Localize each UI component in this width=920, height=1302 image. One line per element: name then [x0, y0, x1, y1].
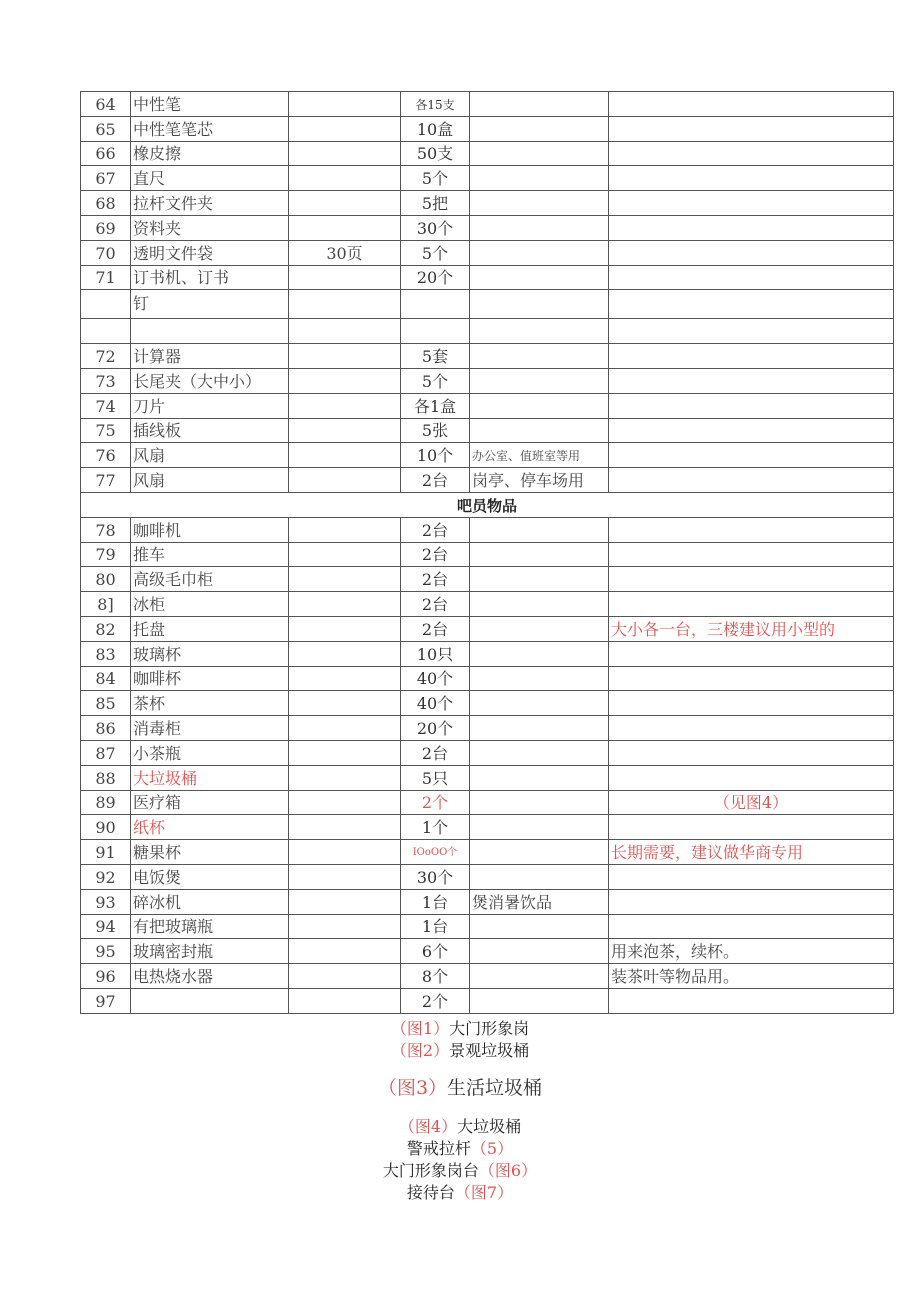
item-name: 有把玻璃瓶 — [131, 914, 289, 939]
item-note — [470, 765, 609, 790]
item-note — [470, 215, 609, 240]
item-quantity: 10只 — [401, 641, 470, 666]
item-note — [470, 641, 609, 666]
item-note — [470, 740, 609, 765]
item-name: 咖啡杯 — [131, 666, 289, 691]
item-remark — [609, 468, 894, 493]
section-title: 吧员物品 — [81, 492, 894, 517]
item-quantity: 5个 — [401, 166, 470, 191]
item-note — [470, 790, 609, 815]
item-number: 79 — [81, 542, 131, 567]
item-spec — [289, 939, 401, 964]
item-spec — [289, 567, 401, 592]
item-name: 小茶瓶 — [131, 740, 289, 765]
item-remark — [609, 418, 894, 443]
table-row — [81, 939, 894, 964]
item-remark — [609, 765, 894, 790]
table-row — [81, 616, 894, 641]
item-note — [470, 517, 609, 542]
table-row — [81, 368, 894, 393]
item-remark — [609, 716, 894, 741]
caption-prefix: （图2） — [390, 1041, 450, 1060]
figure-caption — [0, 1138, 920, 1160]
item-remark — [609, 141, 894, 166]
item-remark — [609, 319, 894, 344]
item-name: 订书机、订书 — [131, 265, 289, 290]
item-number: 73 — [81, 368, 131, 393]
caption-suffix: （5） — [470, 1139, 514, 1158]
item-name: 资料夹 — [131, 215, 289, 240]
item-remark — [609, 592, 894, 617]
item-name: 钉 — [131, 290, 289, 319]
item-number: 66 — [81, 141, 131, 166]
table-row — [81, 166, 894, 191]
caption-prefix: （图4） — [398, 1117, 458, 1136]
item-quantity — [401, 290, 470, 319]
item-number: 89 — [81, 790, 131, 815]
table-row — [81, 517, 894, 542]
table-row — [81, 141, 894, 166]
item-quantity: 2个 — [401, 790, 470, 815]
item-note — [470, 141, 609, 166]
item-name: 中性笔 — [131, 92, 289, 117]
caption-text: 警戒拉杆 — [406, 1139, 471, 1158]
item-quantity: 1个 — [401, 815, 470, 840]
item-number: 78 — [81, 517, 131, 542]
item-name: 橡皮擦 — [131, 141, 289, 166]
item-quantity: 5只 — [401, 765, 470, 790]
item-quantity: 2台 — [401, 517, 470, 542]
item-quantity — [401, 319, 470, 344]
item-name: 大垃圾桶 — [131, 765, 289, 790]
table-row — [81, 344, 894, 369]
item-note — [470, 344, 609, 369]
figure-caption — [0, 1160, 920, 1182]
figure-caption — [0, 1182, 920, 1204]
caption-text: 大门形象岗台 — [382, 1161, 479, 1180]
item-remark — [609, 191, 894, 216]
item-quantity: 20个 — [401, 265, 470, 290]
item-number: 77 — [81, 468, 131, 493]
item-note — [470, 191, 609, 216]
figure-caption — [0, 1018, 920, 1040]
item-number: 71 — [81, 265, 131, 290]
item-spec — [289, 141, 401, 166]
item-number: 92 — [81, 864, 131, 889]
caption-text: 接待台 — [406, 1183, 455, 1202]
item-note: 办公室、值班室等用 — [470, 443, 609, 468]
item-remark — [609, 641, 894, 666]
item-name: 纸杯 — [131, 815, 289, 840]
item-remark — [609, 517, 894, 542]
figure-caption — [0, 1116, 920, 1138]
item-spec — [289, 319, 401, 344]
item-note — [470, 964, 609, 989]
item-quantity: 2台 — [401, 616, 470, 641]
item-number: 82 — [81, 616, 131, 641]
table-row — [81, 815, 894, 840]
item-note: 岗亭、停车场用 — [470, 468, 609, 493]
item-note — [470, 815, 609, 840]
item-spec — [289, 592, 401, 617]
table-row — [81, 964, 894, 989]
table-row — [81, 443, 894, 468]
item-remark — [609, 889, 894, 914]
item-name: 玻璃杯 — [131, 641, 289, 666]
item-number: 94 — [81, 914, 131, 939]
item-note — [470, 393, 609, 418]
caption-text: 大门形象岗 — [449, 1019, 530, 1038]
item-note — [470, 116, 609, 141]
item-spec — [289, 988, 401, 1013]
item-spec — [289, 368, 401, 393]
item-number: 83 — [81, 641, 131, 666]
item-quantity: 1台 — [401, 914, 470, 939]
item-spec — [289, 964, 401, 989]
table-row — [81, 716, 894, 741]
caption-text: 景观垃圾桶 — [449, 1041, 530, 1060]
section-header-row — [81, 492, 894, 517]
table-row — [81, 567, 894, 592]
item-number: 97 — [81, 988, 131, 1013]
item-note — [470, 616, 609, 641]
item-number: 65 — [81, 116, 131, 141]
caption-prefix: （图1） — [390, 1019, 450, 1038]
item-quantity: 5张 — [401, 418, 470, 443]
item-number: 69 — [81, 215, 131, 240]
table-row — [81, 765, 894, 790]
item-quantity: 30个 — [401, 215, 470, 240]
caption-text: 大垃圾桶 — [457, 1117, 522, 1136]
item-number — [81, 319, 131, 344]
item-note — [470, 265, 609, 290]
caption-suffix: （图7） — [454, 1183, 514, 1202]
item-note — [470, 567, 609, 592]
item-note — [470, 592, 609, 617]
item-note — [470, 716, 609, 741]
table-row — [81, 666, 894, 691]
item-quantity: 2台 — [401, 468, 470, 493]
item-spec — [289, 191, 401, 216]
item-number: 91 — [81, 840, 131, 865]
item-number: 74 — [81, 393, 131, 418]
item-number: 93 — [81, 889, 131, 914]
item-name: 长尾夹（大中小） — [131, 368, 289, 393]
item-remark — [609, 740, 894, 765]
table-row — [81, 641, 894, 666]
item-spec — [289, 740, 401, 765]
item-quantity: 2台 — [401, 592, 470, 617]
item-name — [131, 319, 289, 344]
caption-text: 生活垃圾桶 — [447, 1077, 543, 1099]
item-number: 76 — [81, 443, 131, 468]
item-remark — [609, 92, 894, 117]
item-name: 直尺 — [131, 166, 289, 191]
item-remark — [609, 344, 894, 369]
item-name: 托盘 — [131, 616, 289, 641]
item-number: 90 — [81, 815, 131, 840]
item-note — [470, 542, 609, 567]
item-name: 风扇 — [131, 468, 289, 493]
table-row — [81, 468, 894, 493]
table-row — [81, 592, 894, 617]
item-name: 刀片 — [131, 393, 289, 418]
item-name: 拉杆文件夹 — [131, 191, 289, 216]
item-spec — [289, 765, 401, 790]
item-number: 75 — [81, 418, 131, 443]
item-spec — [289, 840, 401, 865]
caption-suffix: （图6） — [478, 1161, 538, 1180]
table-row — [81, 691, 894, 716]
item-quantity: 2个 — [401, 988, 470, 1013]
table-row — [81, 116, 894, 141]
item-name: 电饭煲 — [131, 864, 289, 889]
table-row — [81, 740, 894, 765]
table-row — [81, 988, 894, 1013]
figure-captions — [0, 1018, 920, 1204]
table-row — [81, 864, 894, 889]
item-name: 茶杯 — [131, 691, 289, 716]
item-number: 80 — [81, 567, 131, 592]
item-spec — [289, 92, 401, 117]
item-quantity: 各15支 — [401, 92, 470, 117]
item-spec — [289, 616, 401, 641]
item-quantity: 40个 — [401, 666, 470, 691]
item-spec — [289, 914, 401, 939]
item-number: 95 — [81, 939, 131, 964]
item-quantity: 1台 — [401, 889, 470, 914]
item-spec: 30页 — [289, 240, 401, 265]
item-name: 玻璃密封瓶 — [131, 939, 289, 964]
item-number: 70 — [81, 240, 131, 265]
item-remark — [609, 988, 894, 1013]
figure-caption — [0, 1040, 920, 1062]
table-row — [81, 265, 894, 290]
item-remark — [609, 290, 894, 319]
item-name: 咖啡机 — [131, 517, 289, 542]
item-remark: 大小各一台，三楼建议用小型的 — [609, 616, 894, 641]
item-quantity: 5套 — [401, 344, 470, 369]
item-remark — [609, 567, 894, 592]
item-spec — [289, 116, 401, 141]
item-spec — [289, 166, 401, 191]
item-spec — [289, 344, 401, 369]
item-remark — [609, 116, 894, 141]
item-spec — [289, 864, 401, 889]
item-quantity: 50支 — [401, 141, 470, 166]
item-name: 冰柜 — [131, 592, 289, 617]
table-row — [81, 542, 894, 567]
item-name: 插线板 — [131, 418, 289, 443]
item-note — [470, 840, 609, 865]
caption-prefix: （图3） — [377, 1077, 448, 1099]
item-remark — [609, 166, 894, 191]
table-row — [81, 319, 894, 344]
item-note — [470, 166, 609, 191]
item-remark: 装茶叶等物品用。 — [609, 964, 894, 989]
item-quantity: 2台 — [401, 740, 470, 765]
item-spec — [289, 716, 401, 741]
inventory-table — [80, 91, 894, 1014]
item-spec — [289, 666, 401, 691]
item-quantity: 5个 — [401, 368, 470, 393]
item-note — [470, 666, 609, 691]
item-number: 88 — [81, 765, 131, 790]
item-name — [131, 988, 289, 1013]
item-quantity: IOoOO个 — [401, 840, 470, 865]
item-quantity: 40个 — [401, 691, 470, 716]
item-remark — [609, 215, 894, 240]
item-spec — [289, 468, 401, 493]
item-quantity: 6个 — [401, 939, 470, 964]
item-remark — [609, 443, 894, 468]
item-note — [470, 368, 609, 393]
figure-caption — [0, 1076, 920, 1100]
item-quantity: 2台 — [401, 542, 470, 567]
item-note — [470, 240, 609, 265]
item-remark — [609, 914, 894, 939]
item-remark — [609, 691, 894, 716]
item-name: 风扇 — [131, 443, 289, 468]
item-number: 84 — [81, 666, 131, 691]
item-note: 煲消暑饮品 — [470, 889, 609, 914]
table-row — [81, 92, 894, 117]
item-number: 72 — [81, 344, 131, 369]
item-remark — [609, 666, 894, 691]
item-remark — [609, 542, 894, 567]
item-remark — [609, 240, 894, 265]
item-quantity: 5把 — [401, 191, 470, 216]
table-row — [81, 889, 894, 914]
item-name: 高级毛巾柜 — [131, 567, 289, 592]
item-remark — [609, 864, 894, 889]
item-spec — [289, 641, 401, 666]
item-spec — [289, 393, 401, 418]
item-quantity: 各1盒 — [401, 393, 470, 418]
item-quantity: 30个 — [401, 864, 470, 889]
item-quantity: 8个 — [401, 964, 470, 989]
item-name: 医疗箱 — [131, 790, 289, 815]
item-spec — [289, 265, 401, 290]
item-note — [470, 914, 609, 939]
item-note — [470, 939, 609, 964]
table-row — [81, 240, 894, 265]
item-number: 85 — [81, 691, 131, 716]
item-number: 64 — [81, 92, 131, 117]
item-note — [470, 988, 609, 1013]
item-quantity: 2台 — [401, 567, 470, 592]
item-spec — [289, 517, 401, 542]
item-spec — [289, 889, 401, 914]
item-number: 8] — [81, 592, 131, 617]
item-name: 电热烧水器 — [131, 964, 289, 989]
table-row — [81, 191, 894, 216]
item-name: 糖果杯 — [131, 840, 289, 865]
item-name: 透明文件袋 — [131, 240, 289, 265]
item-note — [470, 864, 609, 889]
item-remark: 长期需要，建议做华商专用 — [609, 840, 894, 865]
item-spec — [289, 418, 401, 443]
item-number: 86 — [81, 716, 131, 741]
table-row — [81, 215, 894, 240]
item-number: 96 — [81, 964, 131, 989]
item-spec — [289, 815, 401, 840]
table-row — [81, 790, 894, 815]
item-number — [81, 290, 131, 319]
item-note — [470, 290, 609, 319]
item-note — [470, 418, 609, 443]
item-remark — [609, 393, 894, 418]
item-remark — [609, 265, 894, 290]
item-note — [470, 92, 609, 117]
item-name: 推车 — [131, 542, 289, 567]
item-spec — [289, 790, 401, 815]
item-remark — [609, 815, 894, 840]
table-row — [81, 393, 894, 418]
item-spec — [289, 542, 401, 567]
item-quantity: 5个 — [401, 240, 470, 265]
table-row — [81, 418, 894, 443]
item-name: 消毒柜 — [131, 716, 289, 741]
item-remark: 用来泡茶，续杯。 — [609, 939, 894, 964]
table-row — [81, 914, 894, 939]
inventory-table-body — [81, 92, 894, 1014]
item-note — [470, 691, 609, 716]
item-quantity: 20个 — [401, 716, 470, 741]
item-note — [470, 319, 609, 344]
table-row — [81, 290, 894, 319]
item-name: 碎冰机 — [131, 889, 289, 914]
table-row — [81, 840, 894, 865]
item-name: 计算器 — [131, 344, 289, 369]
item-spec — [289, 691, 401, 716]
item-remark: （见图4） — [609, 790, 894, 815]
item-spec — [289, 215, 401, 240]
item-spec — [289, 443, 401, 468]
item-name: 中性笔笔芯 — [131, 116, 289, 141]
item-remark — [609, 368, 894, 393]
item-spec — [289, 290, 401, 319]
item-number: 68 — [81, 191, 131, 216]
item-number: 87 — [81, 740, 131, 765]
item-quantity: 10盒 — [401, 116, 470, 141]
item-number: 67 — [81, 166, 131, 191]
item-quantity: 10个 — [401, 443, 470, 468]
